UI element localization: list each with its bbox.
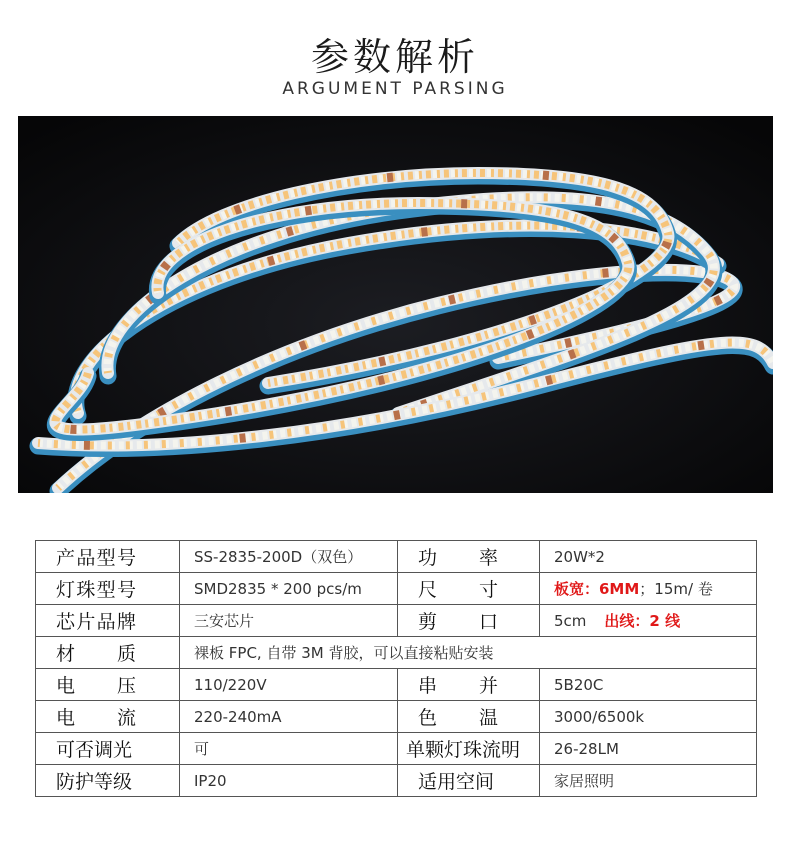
spec-value: 板宽：6MM；15m/ 卷 xyxy=(540,573,757,605)
spec-value: 裸板 FPC, 自带 3M 背胶，可以直接粘贴安装 xyxy=(180,637,757,669)
product-photo xyxy=(18,116,773,493)
spec-table xyxy=(35,540,757,797)
spec-label: 灯 珠 型 号 xyxy=(36,573,180,605)
table-row xyxy=(36,669,757,701)
spec-value: 5cm 出线：2 线 xyxy=(540,605,757,637)
page-title: 参数解析 xyxy=(310,35,479,79)
spec-label: 电 压 xyxy=(36,669,180,701)
table-row xyxy=(36,541,757,573)
spec-value: 110/220V xyxy=(180,669,398,701)
spec-label: 芯 片 品 牌 xyxy=(36,605,180,637)
table-row xyxy=(36,637,757,669)
page-subtitle: ARGUMENT PARSING xyxy=(282,79,508,99)
spec-value: SMD2835 * 200 pcs/m xyxy=(180,573,398,605)
highlight-text: 板宽：6MM xyxy=(554,580,640,598)
table-row xyxy=(36,765,757,797)
spec-value: 三安芯片 xyxy=(180,605,398,637)
spec-label: 尺 寸 xyxy=(398,573,540,605)
table-row xyxy=(36,605,757,637)
spec-label: 串 并 xyxy=(398,669,540,701)
spec-value: 20W*2 xyxy=(540,541,757,573)
spec-label: 产 品 型 号 xyxy=(36,541,180,573)
spec-value: 220-240mA xyxy=(180,701,398,733)
spec-value: 3000/6500k xyxy=(540,701,757,733)
spec-label: 单颗灯珠流明 xyxy=(398,733,540,765)
spec-value: 26-28LM xyxy=(540,733,757,765)
spec-label: 材 质 xyxy=(36,637,180,669)
spec-label: 色 温 xyxy=(398,701,540,733)
spec-value: SS-2835-200D（双色） xyxy=(180,541,398,573)
table-row xyxy=(36,701,757,733)
spec-label: 功 率 xyxy=(398,541,540,573)
spec-label: 适用空间 xyxy=(398,765,540,797)
spec-label: 可否调光 xyxy=(36,733,180,765)
spec-value: IP20 xyxy=(180,765,398,797)
spec-label: 防护等级 xyxy=(36,765,180,797)
highlight-text: 出线：2 线 xyxy=(604,612,681,630)
spec-value: 5B20C xyxy=(540,669,757,701)
spec-value: 家居照明 xyxy=(540,765,757,797)
spec-value: 可 xyxy=(180,733,398,765)
table-row xyxy=(36,573,757,605)
led-strip-reel-image xyxy=(18,116,773,493)
spec-label: 电 流 xyxy=(36,701,180,733)
table-row xyxy=(36,733,757,765)
spec-label: 剪 口 xyxy=(398,605,540,637)
